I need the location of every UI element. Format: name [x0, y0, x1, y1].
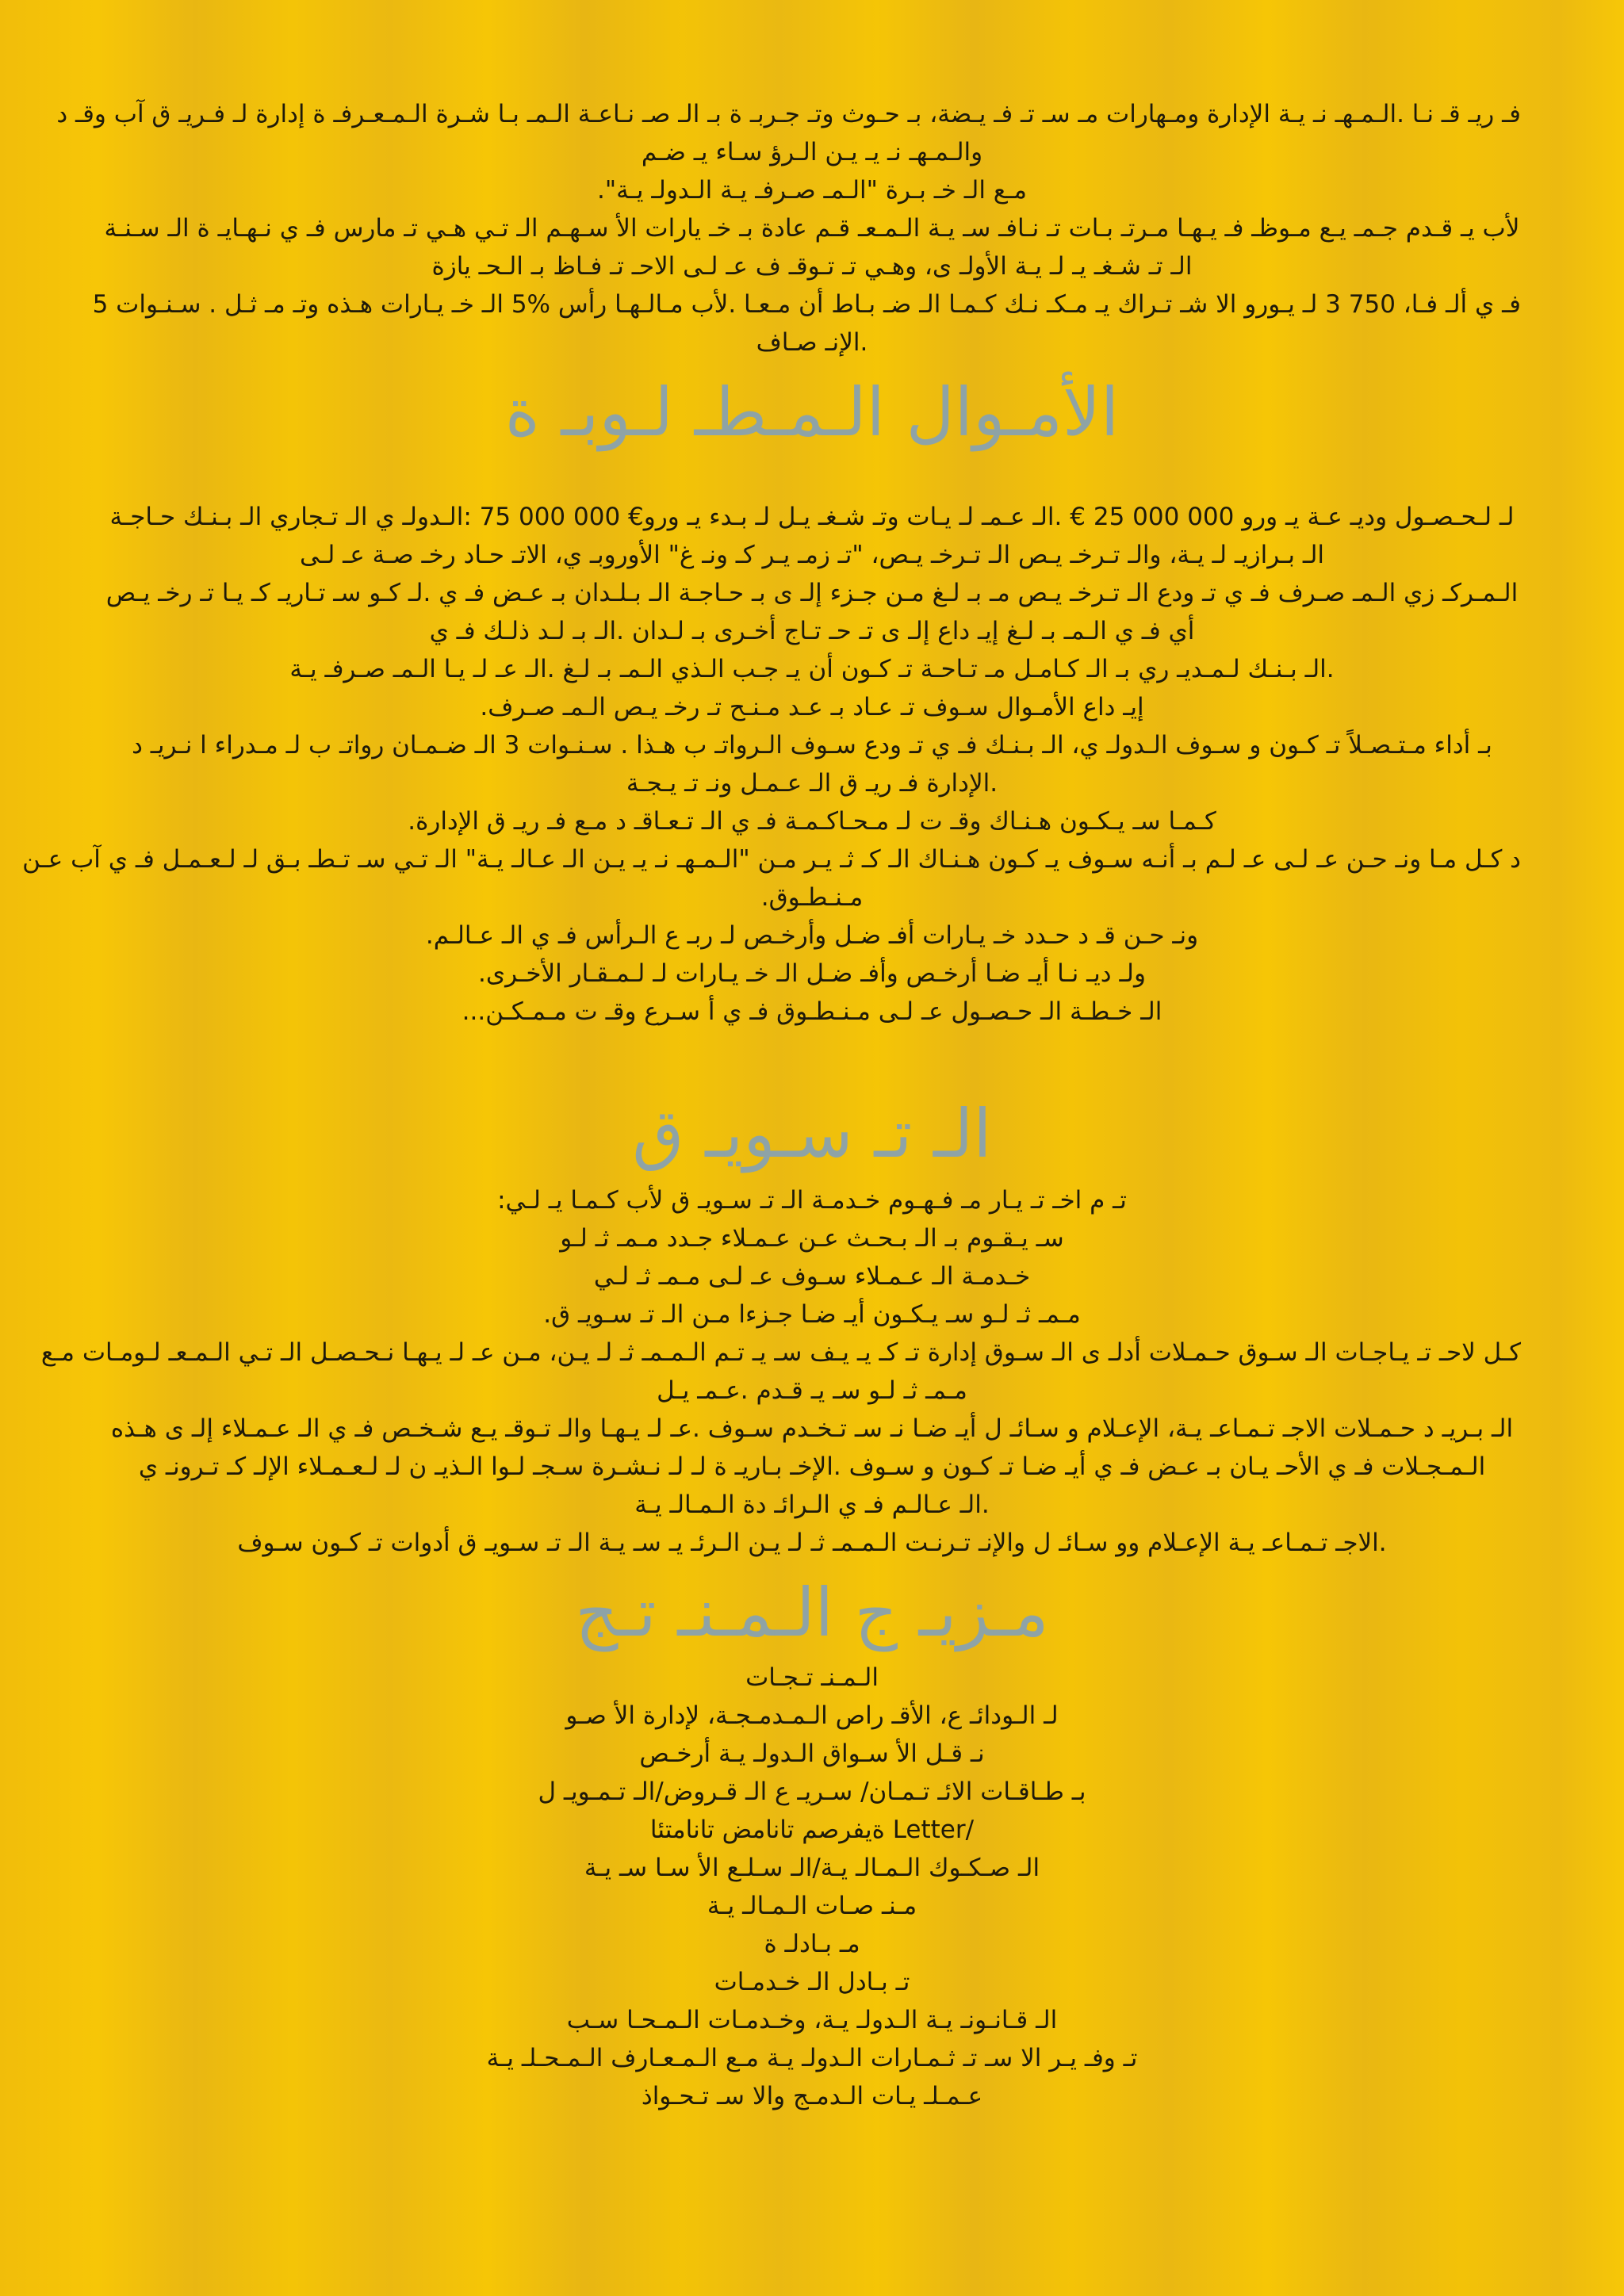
funds-line-7: بـ أداء مـتـصـلاً تـ كـون و سـوف الـدولـ ي، الـ بـنـك فـ ي تـ ودع سـوف الـرواتـ ب هـذا . سـنـوات 3 الـ ضـمـان رواتـ ب لـ مـدراء ا نـريـ د	[132, 731, 1492, 760]
marketing-line-6: مـمـ ثـ لـو سـ يـ قـدم .عـمـ يـل	[657, 1376, 967, 1405]
product-section	[103, 1659, 1521, 2115]
marketing-line-2: سـ يـقـوم بـ الـ بـحـث عـن عـمـلاء جـدد مـمـ ثـ لـو	[560, 1224, 1064, 1253]
funds-line-4: أي فـ ي الـمـ بـ لـغ إيـ داع إلـ ى تـ حـ تـاج أخـرى بـ لـدان .الـ بـ لـد ذلـك فـ ي	[429, 617, 1195, 645]
intro-line-6: فـ ي ألـ فـا، 750 3 لـ يـورو الا شـ تـراك يـ مـكـ نـك كـمـا الـ ضـ بـاط أن مـعـا .لأب مـالـهـا رأس %5 الـ خـ يـارات هـذه وتـ مـ ثـل . سـنـوات 5	[92, 290, 1521, 319]
product-line-12: عـمـلـ يـات الـدمـج والا سـ تـحـواذ	[641, 2082, 983, 2110]
intro-line-4: لأب يـ قـدم جـمـ يـع مـوظـ فـ يـهـا مـرتـ بـات تـ نـافـ سـ يـة الـمـعـ قـم عادة بـ خـ يارات الأ سـهـم الـ تـي هـي تـ مارس فـ ي نـهـايـ ة الـ سـنـة	[104, 214, 1520, 243]
section-heading-product-mix: مـزيـ ج الـمـنـ تـج	[575, 1574, 1049, 1651]
marketing-line-8: الـمـجـلات فـ ي الأحـ يـان بـ عـض فـ ي أيـ ضـا تـ كـون و سـوف .الإخـ بـاريـ ة لـ لـ نـشـرة سـجـ لـوا الـذيـ ن لـ لـعـمـلاء الإلـ كـ تـرونـ ي	[138, 1452, 1486, 1481]
funds-line-11: مـنـطـوق.	[760, 883, 864, 912]
intro-line-5: الـ تـ شـغـ يـ لـ يـة الأولـ ى، وهـي تـ تـوقـ ف عـ لـى الاحـ تـ فـاظ بـ الـحـ يازة	[431, 252, 1193, 281]
intro-line-3: مـع الـ خـ بـرة "الـمـ صـرفـ يـة الـدولـ يـة".	[597, 176, 1027, 205]
funds-line-3: الـمـركـ زي الـمـ صـرف فـ ي تـ ودع الـ تـرخـ يـص مـ بـ لـغ مـن جـزء إلـ ى بـ حـاجـة الـ بـلـدان بـ عـض فـ ي .لـ كـو سـ تـاريـ كـ يـا تـ رخـ يـص	[105, 579, 1519, 607]
product-line-6: الـ صـكـوك الـمـالـ يـة/الـ سـلـع الأ سـا سـ يـة	[584, 1854, 1040, 1882]
funds-line-2: الـ بـرازيـ لـ يـة، والـ تـرخـ يـص الـ تـرخـ يـص، "تـ زمـ يـر كـ ونـ غ" الأوروبـ ي، الاتـ حـاد رخـ صـة عـ لـى	[299, 541, 1325, 569]
funds-line-13: ولـ ديـ نـا أيـ ضـا أرخـص وأفـ ضـل الـ خـ يـارات لـ لـمـقـار الأخـرى.	[478, 959, 1146, 988]
intro-section	[56, 95, 1521, 362]
product-line-7: مـنـ صـات الـمـالـ يـة	[707, 1892, 917, 1920]
section-heading-marketing: الـ تـ سـويـ ق	[632, 1095, 992, 1173]
product-line-9: تـ بـادل الـ خـدمـات	[714, 1968, 910, 1996]
marketing-line-4: مـمـ ثـ لـو سـ يـكـون أيـ ضـا جـزءا مـن الـ تـ سـويـ ق.	[543, 1300, 1081, 1329]
funds-line-8: .الإدارة فـ ريـ ق الـ عـمـل ونـ تـ يـجـة	[626, 769, 998, 798]
product-line-5: /Letter ةيفرصم تانامض تانامتئا	[649, 1816, 975, 1844]
funds-line-9: كـمـا سـ يـكـون هـنـاك وقـ ت لـ مـحـاكـمـة فـ ي الـ تـعـاقـ د مـع فـ ريـ ق الإدارة.	[408, 807, 1216, 836]
funds-line-10: د كـل مـا ونـ حـن عـ لـى عـ لـم بـ أنـه سـوف يـ كـون هـنـاك الـ كـ ثـ يـر مـن "الـمـهـ نـ يـ يـن الـ عـالـ يـة" الـ تـي سـ تـطـ بـق لـ لـعـمـل فـ ي آب عـن	[22, 845, 1521, 874]
intro-line-7: .الإنـ صـاف	[756, 328, 868, 357]
marketing-line-1: تـ م اخـ تـ يـار مـ فـهـوم خـدمـة الـ تـ سـويـ ق لأب كـمـا يـ لـي:	[497, 1186, 1127, 1215]
product-line-4: بـ طـاقـات الائـ تـمـان/ سـريـ ع الـ قـروض/الـ تـمـويـ ل	[538, 1777, 1086, 1806]
product-line-8: مـ بـادلـ ة	[764, 1930, 860, 1958]
product-line-10: الـ قـانـونـ يـة الـدولـ يـة، وخـدمـات الـمـحـا سـب	[566, 2006, 1058, 2034]
marketing-line-3: خـدمـة الـ عـمـلاء سـوف عـ لـى مـمـ ثـ لـي	[593, 1262, 1031, 1291]
funds-line-12: ونـ حـن قـ د حـدد خـ يـارات أفـ ضـل وأرخـص لـ ربـ ع الـرأس فـ ي الـ عـالـم.	[425, 921, 1199, 950]
product-line-1: الـمـنـ تـجـات	[745, 1663, 879, 1692]
product-line-2: لـ الـودائـ ع، الأقـ راص الـمـدمـجـة، لإدارة الأ صـو	[565, 1701, 1059, 1730]
funds-line-5: .الـ بـنـك لـمـديـ ري بـ الـ كـامـل مـ تـاحـة تـ كـون أن يـ جـب الـذي الـمـ بـ لـغ .الـ عـ لـ يـا الـمـ صـرفـ يـة	[289, 655, 1335, 683]
intro-line-1: فـ ريـ قـ نـا .الـمـهـ نـ يـة الإدارة ومـهارات مـ سـ تـ فـ يـضة، بـ حـوث وتـ جـربـ ة بـ الـ صـ نـاعـة الـمـ بـا شـرة الـمـعـرفـ ة إدارة لـ فـريـ ق آب وقـ د	[56, 100, 1521, 128]
marketing-line-10: .الاجـ تـمـاعـ يـة الإعـلام وو سـائـ ل والإنـ تـرنـت الـمـمـ ثـ لـ يـن الـرئـ يـ سـ يـة الـ تـ سـويـ ق أدوات تـ كـون سـوف	[237, 1529, 1387, 1557]
marketing-line-7: الـ بـريـ د حـمـلات الاجـ تـمـاعـ يـة، الإعـلام و سـائـ ل أيـ ضـا نـ سـ تـخـدم سـوف .عـ لـ يـهـا والـ تـوقـ يـع شـخـص فـ ي الـ عـمـلاء إلـ ى هـذه	[110, 1414, 1514, 1443]
marketing-section	[40, 1181, 1521, 1562]
funds-line-14: الـ خـطـة الـ حـصـول عـ لـى مـنـطـوق فـ ي أ سـرع وقـ ت مـمـكـن...	[462, 997, 1162, 1026]
funds-line-1: لـ لـحـصـول وديـ عـة يـ ورو 000 000 25 € .الـ عـمـ لـ يـات وتـ شـغـ يـل لـ بـدء يـ ورو€ 000 000 75 :الـدولـ ي الـ تـجاري الـ بـنـك حـاجـة	[109, 503, 1515, 531]
marketing-line-5: كـل لاحـ تـ يـاجـات الـ سـوق حـمـلات أدلـ ى الـ سـوق إدارة تـ كـ يـ يـف سـ يـ تـم الـمـمـ ثـ لـ يـن، مـن عـ لـ يـهـا نـحـصـل الـ تـي الـمـعـ لـومـات مـع	[40, 1338, 1521, 1367]
intro-line-2: والـمـهـ نـ يـ يـن الـرؤ سـاء يـ ضـم	[641, 138, 983, 166]
product-line-3: نـ قـل الأ سـواق الـدولـ يـة أرخـص	[639, 1739, 985, 1768]
funds-line-6: إيـ داع الأمـوال سـوف تـ عـاد بـ عـد مـنـح تـ رخـ يـص الـمـ صـرف.	[480, 693, 1144, 721]
product-line-11: تـ وفـ يـر الا سـ تـ ثـمـارات الـدولـ يـة مـع الـمـعـارف الـمـحـلـ يـة	[486, 2044, 1138, 2072]
marketing-line-9: .الـ عـالـم فـ ي الـرائـ دة الـمـالـ يـة	[634, 1490, 990, 1519]
funds-section	[22, 498, 1521, 1031]
section-heading-funds: الأمـوال الـمـطـ لـوبـ ة	[504, 373, 1120, 451]
